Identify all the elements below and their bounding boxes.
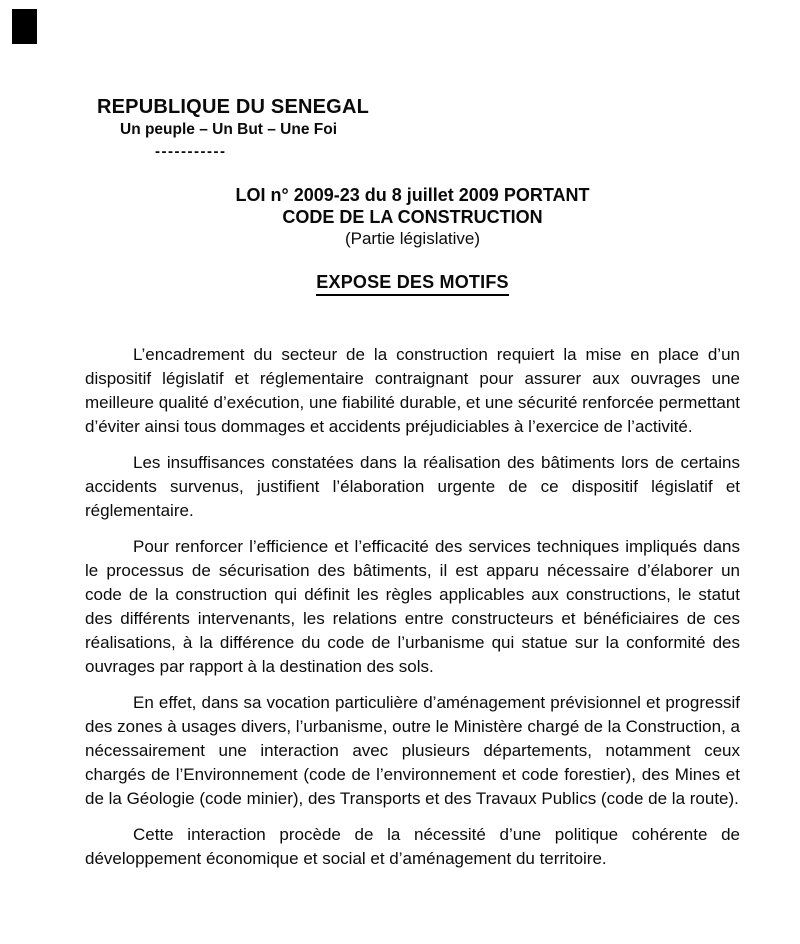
separator-dashes: -----------	[155, 143, 227, 160]
paragraph-1: L’encadrement du secteur de la construction requiert la mise en place d’un dispositif législatif et réglementaire contraignant pour assurer aux ouvrages une meilleure qualité d’exécution, une fiabilité durable, et une sécurité renforcée permettant d’éviter ainsi tous dommages et accidents préjudiciables à l’exercice de l’activité.	[85, 345, 740, 436]
document-body	[85, 343, 740, 883]
section-heading: EXPOSE DES MOTIFS	[316, 272, 508, 296]
national-motto: Un peuple – Un But – Une Foi	[120, 121, 338, 138]
paragraph-5: Cette interaction procède de la nécessité d’une politique cohérente de développement économique et social et d’aménagement du territoire.	[85, 825, 740, 868]
country-title: REPUBLIQUE DU SENEGAL	[97, 96, 370, 118]
paragraph-2: Les insuffisances constatées dans la réalisation des bâtiments lors de certains accidents survenus, justifient l’élaboration urgente de ce dispositif législatif et réglementaire.	[85, 453, 740, 520]
paragraph-3: Pour renforcer l’efficience et l’efficacité des services techniques impliqués dans le processus de sécurisation des bâtiments, il est apparu nécessaire d’élaborer un code de la construction qui définit les règles applicables aux constructions, le statut des différents intervenants, les relations entre constructeurs et bénéficiaires de ces réalisations, à la différence du code de l’urbanisme qui statue sur la conformité des ouvrages par rapport à la destination des sols.	[85, 537, 740, 676]
letterhead	[97, 95, 369, 163]
paragraph-4: En effet, dans sa vocation particulière d’aménagement prévisionnel et progressif des zones à usages divers, l’urbanisme, outre le Ministère chargé de la Construction, a nécessairement une interaction avec plusieurs départements, notamment ceux chargés de l’Environnement (code de l’environnement et code forestier), des Mines et de la Géologie (code minier), des Transports et des Travaux Publics (code de la route).	[85, 693, 740, 808]
law-title-line1: LOI n° 2009-23 du 8 juillet 2009 PORTANT	[235, 185, 590, 205]
law-title-line2: CODE DE LA CONSTRUCTION	[282, 207, 543, 227]
section-heading-row	[85, 249, 740, 296]
title-block	[85, 184, 740, 296]
law-subtitle: (Partie législative)	[344, 229, 481, 248]
scan-artifact-mark	[12, 9, 37, 44]
